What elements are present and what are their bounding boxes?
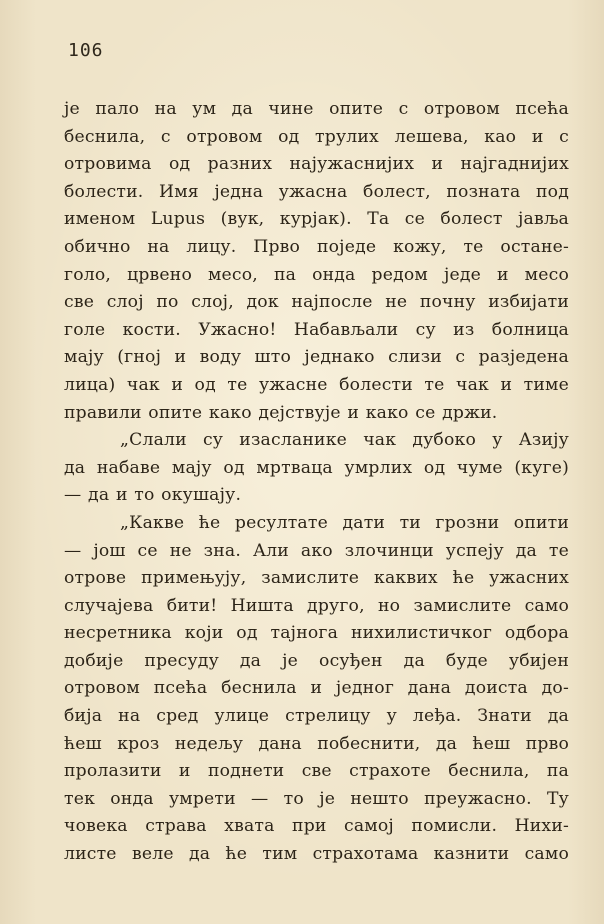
text-line: — још се не зна. Али ако злочинци успеју да те [64,540,569,561]
text-line: да набаве мају од мртваца умрлих од чуме (куге) [64,457,569,478]
text-line: голо, црвено месо, па онда редом једе и месо [64,264,569,285]
text-line: добије пресуду да је осуђен да буде убијен [64,650,569,671]
text-line: бија на сред улице стрелицу у леђа. Знати да [64,706,569,727]
text-line: тек онда умрети — то је нешто преужасно. Ту [64,788,569,809]
text-line: обично на лицу. Прво поједе кожу, те остане- [64,236,569,257]
text-line: лица) чак и од те ужасне болести те чак и тиме [64,374,569,395]
text-line: човека страва хвата при самој помисли. Нихи- [64,816,569,837]
text-line: „Слали су изасланике чак дубоко у Азију [120,430,569,451]
text-line: листе веле да ће тим страхотама казнити само [64,844,569,865]
text-line: именом Lupus (вук, курјак). Та се болест јавља [64,209,569,230]
page-number: 106 [68,40,104,61]
text-line: ћеш кроз недељу дана побеснити, да ћеш прво [64,733,569,754]
text-line: случајева бити! Ништа друго, но замислите само [64,595,569,616]
text-line: отровима од разних најужаснијих и најгаднијих [64,154,569,175]
body-text [64,96,569,869]
text-line: пролазити и поднети све страхоте беснила, па [64,761,569,782]
text-line: отровом псећа беснила и једног дана доиста до- [64,678,569,699]
text-line: голе кости. Ужасно! Набављали су из болница [64,319,569,340]
text-line: је пало на ум да чине опите с отровом псећа [64,99,569,119]
text-line: болести. Имя једна ужасна болест, позната под [64,181,569,202]
text-line: мају (гној и воду што једнако слизи с разједена [64,347,569,368]
text-line: беснила, с отровом од трулих лешева, као и с [64,126,569,147]
text-line: „Какве ће ресултате дати ти грозни опити [120,512,569,533]
text-line: несретника који од тајнога нихилистичког одбора [64,623,569,644]
text-line: правили опите како дејствује и како се држи. [64,402,498,423]
text-line: отрове примењују, замислите каквих ће ужасних [64,568,569,589]
text-line: — да и то окушају. [64,485,242,506]
text-line: све слој по слој, док најпосле не почну избијати [64,292,569,313]
